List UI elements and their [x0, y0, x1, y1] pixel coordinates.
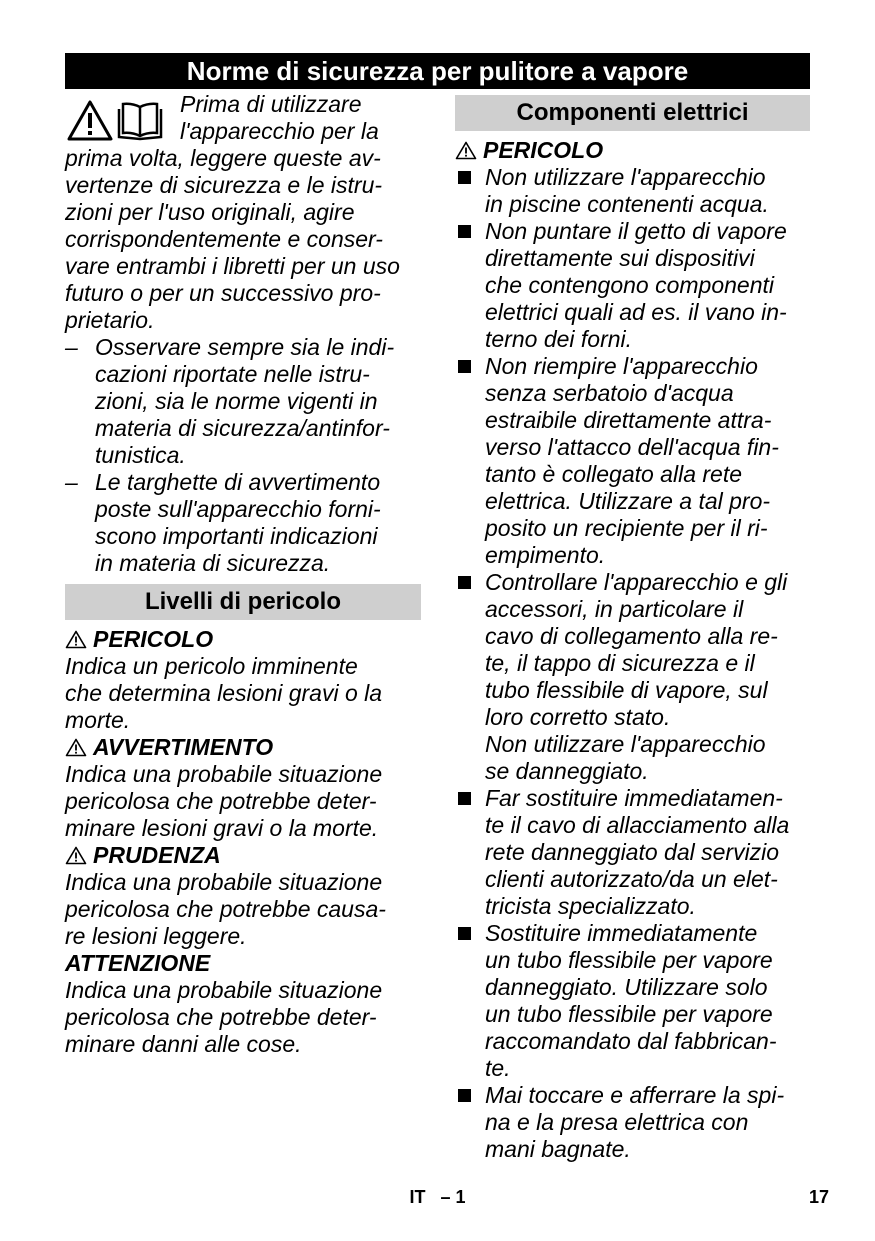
intro-line: prietario. — [65, 307, 155, 333]
bullet-line: clienti autorizzato/da un elet- — [485, 866, 778, 892]
bullet-line: Non utilizzare l'apparecchio — [485, 164, 766, 190]
note-line: tunistica. — [95, 442, 186, 468]
bullet-line: se danneggiato. — [485, 758, 649, 784]
level-caution — [65, 842, 421, 950]
square-bullet-icon — [458, 576, 471, 589]
bullet-line: un tubo flessibile per vapore — [485, 1001, 773, 1027]
intro-line: zioni per l'uso originali, agire — [65, 199, 355, 225]
intro-paragraph — [65, 91, 421, 334]
level-text-line: pericolosa che potrebbe deter- — [65, 788, 377, 814]
bullet-line: te il cavo di allacciamento alla — [485, 812, 790, 838]
bullet-line: Non utilizzare l'apparecchio — [485, 731, 766, 757]
bullet-line: un tubo flessibile per vapore — [485, 947, 773, 973]
bullet-line: terno dei forni. — [485, 326, 633, 352]
intro-line: futuro o per un successivo pro- — [65, 280, 381, 306]
bullet-line: elettrica. Utilizzare a tal pro- — [485, 488, 771, 514]
danger-label-text: PERICOLO — [483, 137, 604, 163]
bullet-line: Sostituire immediatamente — [485, 920, 758, 946]
bullet-line: te, il tappo di sicurezza e il — [485, 650, 755, 676]
bullet-item — [455, 785, 810, 920]
bullet-line: danneggiato. Utilizzare solo — [485, 974, 768, 1000]
intro-icons — [67, 99, 164, 141]
level-danger — [65, 626, 421, 734]
level-text-line: Indica una probabile situazione — [65, 869, 383, 895]
level-attention — [65, 950, 421, 1058]
bullet-line: Controllare l'apparecchio e gli — [485, 569, 788, 595]
warning-triangle-icon — [67, 99, 113, 141]
dash-marker: – — [65, 334, 78, 360]
section-heading-electrical: Componenti elettrici — [455, 95, 810, 131]
bullet-line: senza serbatoio d'acqua — [485, 380, 734, 406]
warning-triangle-icon — [65, 630, 87, 649]
footer-page-number: 17 — [808, 1187, 829, 1207]
section-heading-levels: Livelli di pericolo — [65, 584, 421, 620]
bullet-line: te. — [485, 1055, 511, 1081]
bullet-line: Non riempire l'apparecchio — [485, 353, 758, 379]
bullet-line: tricista specializzato. — [485, 893, 696, 919]
square-bullet-icon — [458, 927, 471, 940]
bullet-line: tanto è collegato alla rete — [485, 461, 743, 487]
bullet-line: in piscine contenenti acqua. — [485, 191, 769, 217]
bullet-line: elettrici quali ad es. il vano in- — [485, 299, 787, 325]
level-text-line: minare danni alle cose. — [65, 1031, 302, 1057]
square-bullet-icon — [458, 360, 471, 373]
note-item — [65, 469, 421, 577]
bullet-item — [455, 569, 810, 785]
footer-section-label: IT – 1 — [409, 1187, 466, 1207]
level-label: PRUDENZA — [93, 842, 221, 868]
bullet-line: mani bagnate. — [485, 1136, 631, 1162]
right-column — [455, 95, 810, 1163]
bullet-item — [455, 1082, 810, 1163]
intro-line: prima volta, leggere queste av- — [65, 145, 381, 171]
note-line: cazioni riportate nelle istru- — [95, 361, 370, 387]
level-text-line: Indica una probabile situazione — [65, 977, 383, 1003]
bullet-line: Mai toccare e afferrare la spi- — [485, 1082, 785, 1108]
left-column — [65, 91, 421, 1058]
bullet-line: estraibile direttamente attra- — [485, 407, 772, 433]
open-book-icon — [116, 101, 164, 141]
warning-triangle-icon — [455, 141, 477, 160]
square-bullet-icon — [458, 225, 471, 238]
dash-marker: – — [65, 469, 78, 495]
note-line: materia di sicurezza/antinfor- — [95, 415, 390, 441]
bullet-line: raccomandato dal fabbrican- — [485, 1028, 777, 1054]
bullet-line: loro corretto stato. — [485, 704, 671, 730]
bullet-line: posito un recipiente per il ri- — [485, 515, 768, 541]
square-bullet-icon — [458, 171, 471, 184]
level-text-line: Indica una probabile situazione — [65, 761, 383, 787]
bullet-item — [455, 353, 810, 569]
bullet-item — [455, 218, 810, 353]
note-line: scono importanti indicazioni — [95, 523, 378, 549]
intro-line: l'apparecchio per la — [180, 118, 379, 144]
level-warning — [65, 734, 421, 842]
warning-triangle-icon — [65, 846, 87, 865]
level-text-line: Indica un pericolo imminente — [65, 653, 358, 679]
bullet-item — [455, 164, 810, 218]
bullet-line: direttamente sui dispositivi — [485, 245, 755, 271]
level-text-line: re lesioni leggere. — [65, 923, 247, 949]
bullet-line: accessori, in particolare il — [485, 596, 744, 622]
intro-line: vertenze di sicurezza e le istru- — [65, 172, 383, 198]
level-text-line: minare lesioni gravi o la morte. — [65, 815, 379, 841]
bullet-line: na e la presa elettrica con — [485, 1109, 749, 1135]
note-line: poste sull'apparecchio forni- — [95, 496, 381, 522]
level-text-line: pericolosa che potrebbe deter- — [65, 1004, 377, 1030]
intro-line: Prima di utilizzare — [180, 91, 362, 117]
bullet-line: Non puntare il getto di vapore — [485, 218, 787, 244]
bullet-line: che contengono componenti — [485, 272, 774, 298]
level-label: ATTENZIONE — [65, 950, 211, 976]
level-text-line: morte. — [65, 707, 131, 733]
intro-line: corrispondentemente e conser- — [65, 226, 383, 252]
bullet-line: empimento. — [485, 542, 606, 568]
note-line: Osservare sempre sia le indi- — [95, 334, 395, 360]
level-label: PERICOLO — [93, 626, 214, 652]
level-text-line: che determina lesioni gravi o la — [65, 680, 383, 706]
square-bullet-icon — [458, 792, 471, 805]
bullet-line: rete danneggiato dal servizio — [485, 839, 780, 865]
page-title: Norme di sicurezza per pulitore a vapore — [65, 53, 810, 89]
bullet-item — [455, 920, 810, 1082]
square-bullet-icon — [458, 1089, 471, 1102]
bullet-line: cavo di collegamento alla re- — [485, 623, 778, 649]
warning-triangle-icon — [65, 738, 87, 757]
bullet-line: verso l'attacco dell'acqua fin- — [485, 434, 779, 460]
level-label: AVVERTIMENTO — [93, 734, 274, 760]
note-line: zioni, sia le norme vigenti in — [95, 388, 378, 414]
note-line: Le targhette di avvertimento — [95, 469, 381, 495]
bullet-line: Far sostituire immediatamen- — [485, 785, 783, 811]
note-line: in materia di sicurezza. — [95, 550, 331, 576]
note-item — [65, 334, 421, 469]
level-text-line: pericolosa che potrebbe causa- — [65, 896, 386, 922]
electrical-danger-label — [455, 137, 810, 164]
intro-line: vare entrambi i libretti per un uso — [65, 253, 400, 279]
bullet-line: tubo flessibile di vapore, sul — [485, 677, 768, 703]
